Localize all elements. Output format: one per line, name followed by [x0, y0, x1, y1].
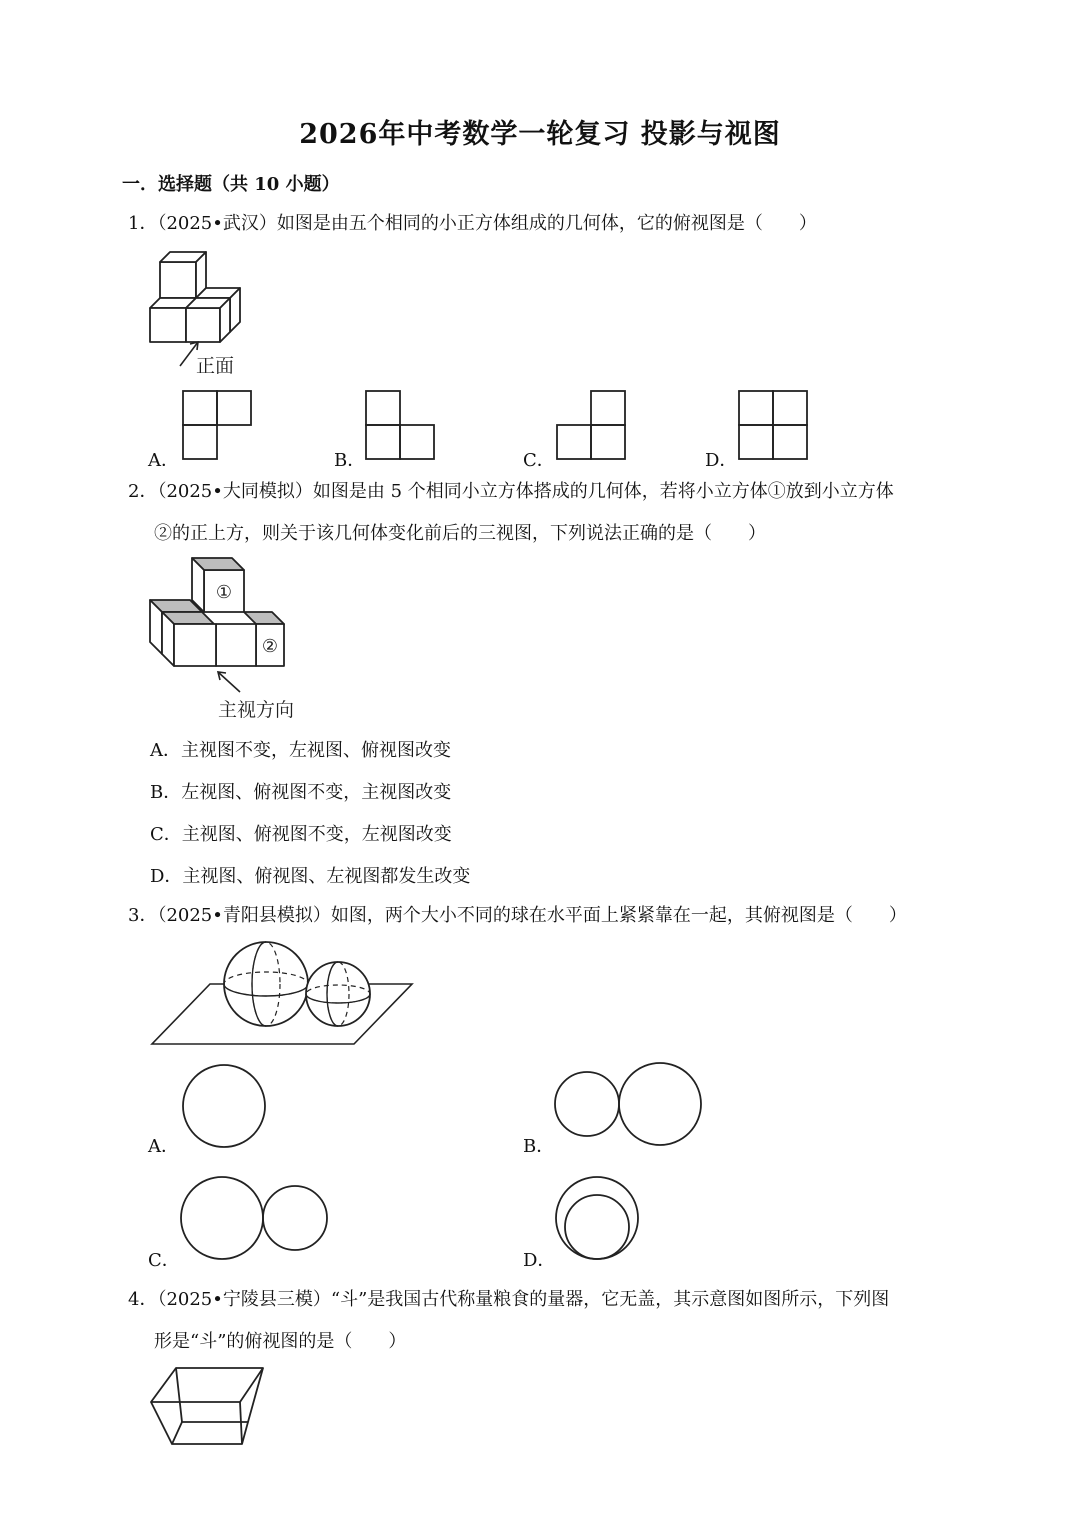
q3-option-b-label: B．: [523, 1136, 555, 1157]
question-2-stem-line2: ②的正上方，则关于该几何体变化前后的三视图，下列说法正确的是（ ）: [154, 523, 766, 544]
q2-cube-label-1: ①: [215, 582, 233, 603]
q1-figure: [140, 248, 250, 378]
q1-option-b-figure[interactable]: [365, 390, 435, 460]
q3-option-c-label: C．: [148, 1250, 180, 1271]
q2-option-d[interactable]: D．主视图、俯视图、左视图都发生改变: [150, 866, 471, 887]
question-1-stem: 1．（2025•武汉）如图是由五个相同的小正方体组成的几何体，它的俯视图是（ ）: [128, 213, 817, 234]
q2-cube-label-2: ②: [261, 636, 279, 657]
q3-option-a-label: A．: [148, 1136, 179, 1157]
q4-figure: [148, 1364, 268, 1448]
q1-option-d-label: D．: [705, 450, 738, 471]
page-title: 2026年中考数学一轮复习 投影与视图: [299, 119, 781, 150]
q3-option-c-figure[interactable]: [180, 1176, 332, 1266]
q1-option-b-label: B．: [334, 450, 366, 471]
q3-option-d-label: D．: [523, 1250, 556, 1271]
q3-option-b-figure[interactable]: [554, 1062, 706, 1152]
q3-option-a-figure[interactable]: [180, 1064, 270, 1154]
q2-option-a[interactable]: A．主视图不变，左视图、俯视图改变: [150, 740, 451, 761]
q2-option-c[interactable]: C．主视图、俯视图不变，左视图改变: [150, 824, 452, 845]
question-2-stem-line1: 2．（2025•大同模拟）如图是由 5 个相同小立方体搭成的几何体，若将小立方体①放到小立方体: [128, 481, 894, 502]
q2-caption: 主视方向: [218, 699, 295, 721]
q3-option-d-figure[interactable]: [554, 1176, 644, 1266]
q1-caption: 正面: [196, 355, 235, 377]
q2-figure: [140, 556, 300, 726]
question-4-stem-line2: 形是“斗”的俯视图的是（ ）: [154, 1331, 407, 1352]
q3-figure: [148, 940, 418, 1050]
q2-option-b[interactable]: B．左视图、俯视图不变，主视图改变: [150, 782, 452, 803]
q1-option-a-label: A．: [148, 450, 179, 471]
q1-option-a-figure[interactable]: [182, 390, 252, 460]
q1-option-c-label: C．: [523, 450, 555, 471]
q1-option-c-figure[interactable]: [556, 390, 626, 460]
section-heading: 一．选择题（共 10 小题）: [122, 174, 340, 195]
question-4-stem-line1: 4．（2025•宁陵县三模）“斗”是我国古代称量粮食的量器，它无盖，其示意图如图所示，下列图: [128, 1289, 890, 1310]
q1-option-d-figure[interactable]: [738, 390, 808, 460]
question-3-stem: 3．（2025•青阳县模拟）如图，两个大小不同的球在水平面上紧紧靠在一起，其俯视图是（ ）: [128, 905, 907, 926]
